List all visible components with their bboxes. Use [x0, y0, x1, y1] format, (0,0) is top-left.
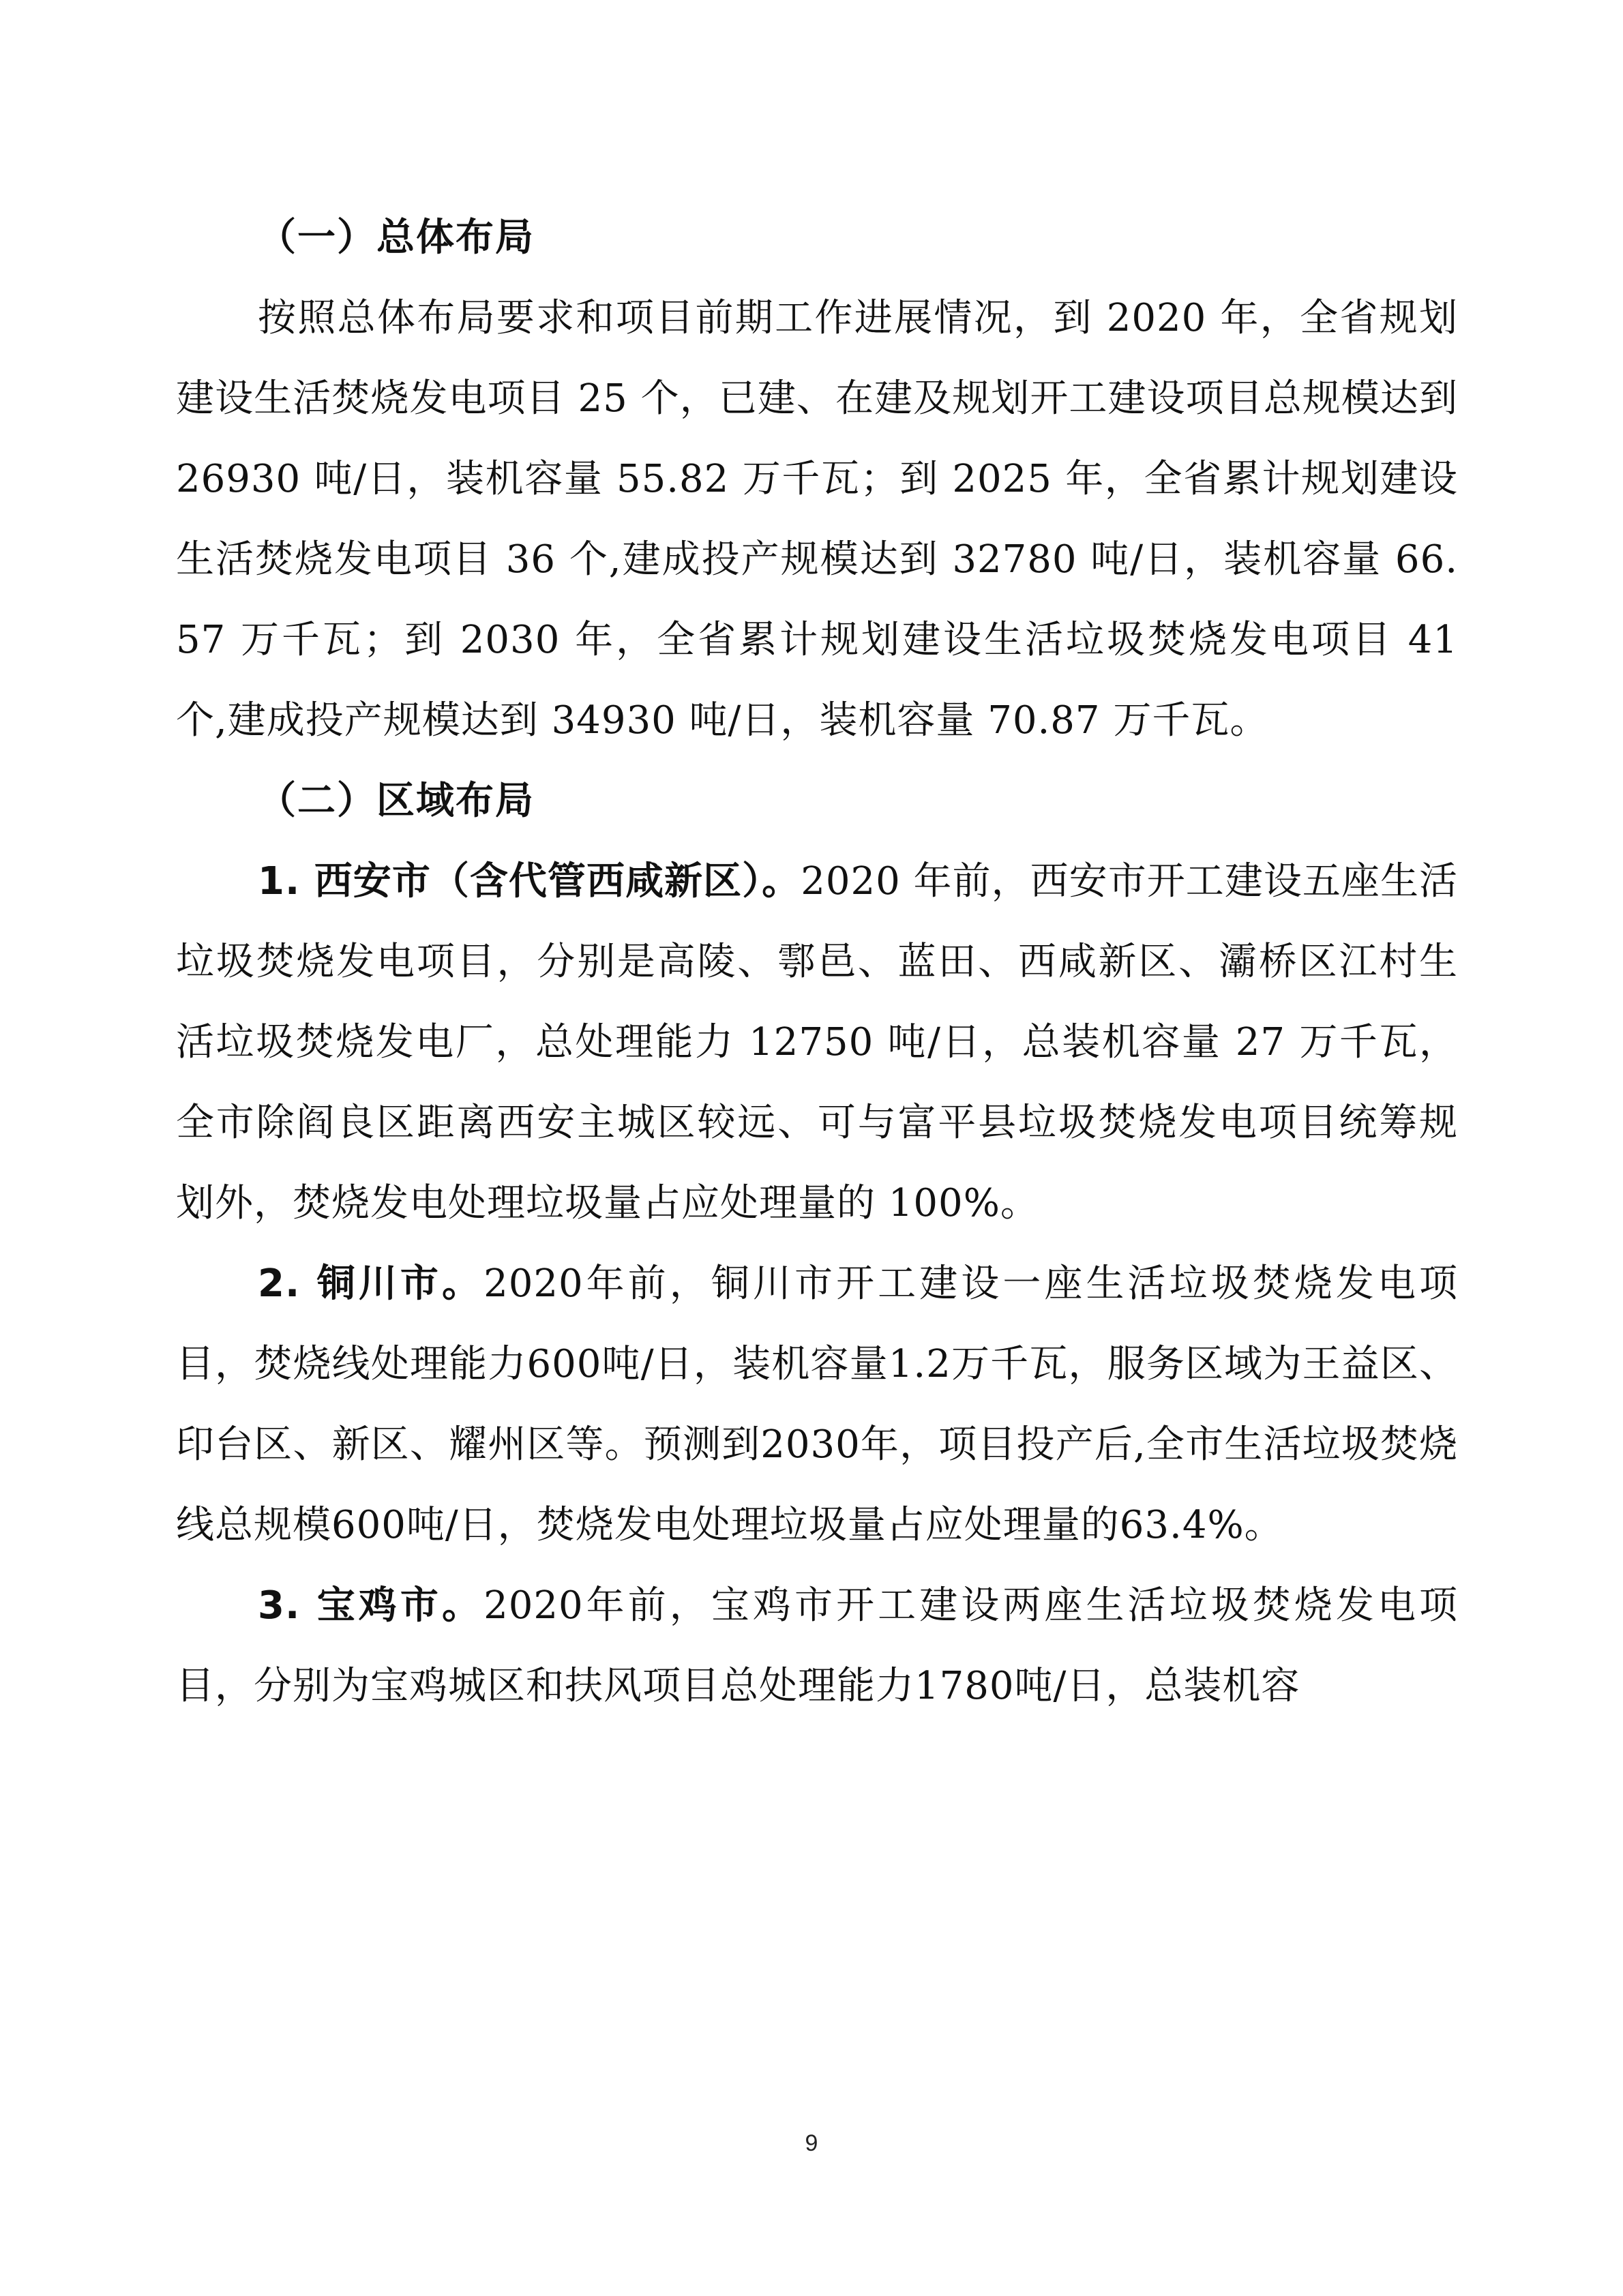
section-heading-overall-layout: （一）总体布局 — [258, 215, 535, 260]
paragraph-lead-tongchuan: 2. 铜川市。 — [258, 1262, 484, 1306]
section-heading-regional-layout: （二）区域布局 — [258, 779, 535, 823]
paragraph-tongchuan — [176, 1244, 1458, 1566]
paragraph-baoji — [176, 1566, 1458, 1727]
paragraph-xian — [176, 841, 1458, 1244]
document-body — [176, 198, 1458, 1727]
paragraph-text-xian: 2020 年前，西安市开工建设五座生活垃圾焚烧发电项目，分别是高陵、鄠邑、蓝田、西咸新区、灞桥区江村生活垃圾焚烧发电厂，总处理能力 12750 吨/日，总装机容量 27 万千瓦，全市除阎良区距离西安主城区较远、可与富平县垃圾焚烧发电项目统筹规划外，焚烧发电处理垃圾量占应处理量的 100%。 — [176, 859, 1458, 1225]
paragraph-overall-layout: 按照总体布局要求和项目前期工作进展情况，到 2020 年，全省规划建设生活焚烧发电项目 25 个，已建、在建及规划开工建设项目总规模达到 26930 吨/日，装机容量 55.82 万千瓦；到 2025 年，全省累计规划建设生活焚烧发电项目 36 个,建成投产规模达到 32780 吨/日，装机容量 66.57 万千瓦；到 2030 年，全省累计规划建设生活垃圾焚烧发电项目 41 个,建成投产规模达到 34930 吨/日，装机容量 70.87 万千瓦。 — [176, 296, 1458, 743]
page-number: 9 — [805, 2130, 818, 2156]
paragraph-text-baoji: 2020年前，宝鸡市开工建设两座生活垃圾焚烧发电项目，分别为宝鸡城区和扶风项目总处理能力1780吨/日，总装机容 — [176, 1583, 1459, 1708]
paragraph-lead-baoji: 3. 宝鸡市。 — [258, 1583, 484, 1628]
paragraph-text-tongchuan: 2020年前，铜川市开工建设一座生活垃圾焚烧发电项目，焚烧线处理能力600吨/日，装机容量1.2万千瓦，服务区域为王益区、印台区、新区、耀州区等。预测到2030年，项目投产后,全市生活垃圾焚烧线总规模600吨/日，焚烧发电处理垃圾量占应处理量的63.4%。 — [176, 1262, 1459, 1547]
paragraph-lead-xian: 1. 西安市（含代管西咸新区）。 — [258, 859, 801, 904]
